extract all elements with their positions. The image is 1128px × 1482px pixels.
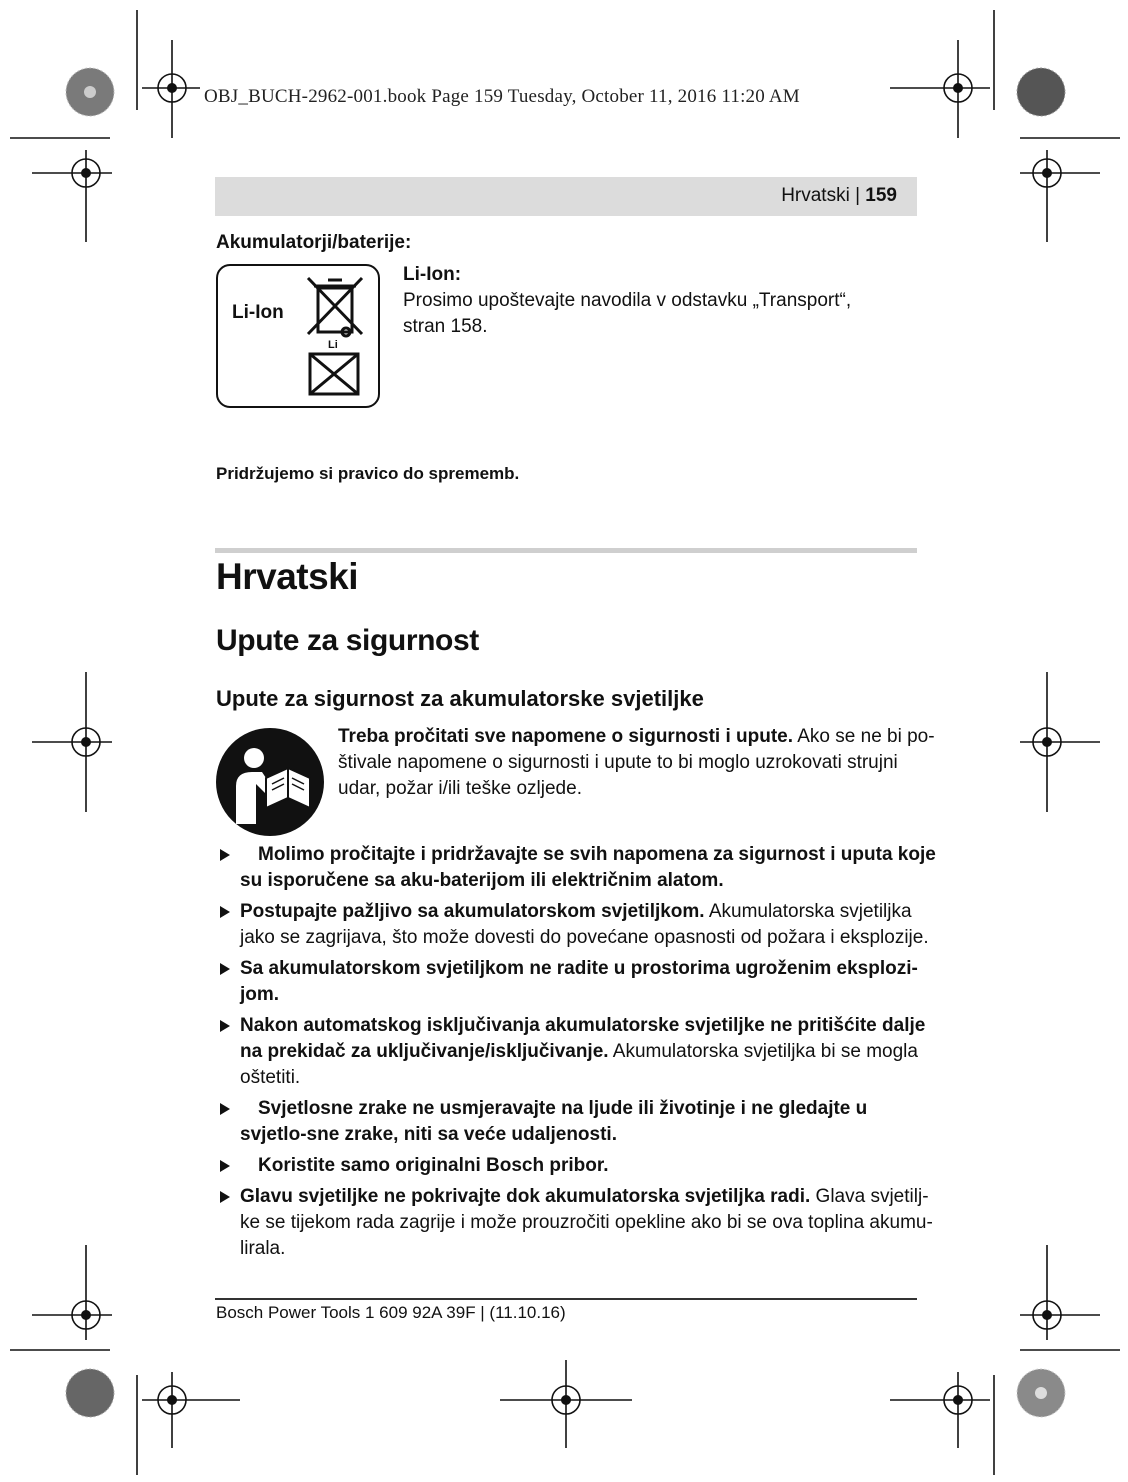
read-manual-bold: Treba pročitati sve napomene o sigurnosti i upute.: [338, 726, 794, 747]
read-manual-line-2: štivale napomene o sigurnosti i upute to bi moglo uzrokovati strujni: [338, 752, 898, 773]
bin-caption: Li: [328, 339, 338, 351]
bullet-triangle-icon: [220, 1103, 230, 1115]
crossed-bin-icon: [304, 274, 368, 400]
bullet-bold: Glavu svjetiljke ne pokrivajte dok akumulatorska svjetiljka radi.: [240, 1186, 811, 1207]
section-rule: [215, 548, 917, 553]
liion-line-1: Prosimo upoštevajte navodila v odstavku „Transport“,: [403, 290, 852, 311]
bullet-triangle-icon: [220, 906, 230, 918]
read-manual-icon: [216, 728, 324, 836]
subsubsection-title: Upute za sigurnost za akumulatorske svjetiljke: [216, 686, 704, 711]
list-item: [218, 956, 938, 1008]
bullet-bold: Nakon automatskog isključivanja akumulatorske svjetiljke ne pritišćite dalje na prekidač za uključivanje/isključivanje.: [240, 1015, 926, 1062]
section-title: Hrvatski: [216, 556, 359, 597]
bullet-bold: Svjetlosne zrake ne usmjeravajte na ljude ili životinje i ne gledajte u svjetlo-sne zrake, niti sa veće udaljenosti.: [240, 1098, 868, 1145]
book-header: OBJ_BUCH-2962-001.book Page 159 Tuesday, October 11, 2016 11:20 AM: [204, 86, 800, 107]
batteries-heading: Akumulatorji/baterije:: [216, 232, 412, 253]
list-item: [218, 1153, 938, 1179]
list-item: [218, 1096, 938, 1148]
list-item: [218, 842, 938, 894]
footer-text: Bosch Power Tools 1 609 92A 39F | (11.10.16): [216, 1303, 566, 1322]
bullet-triangle-icon: [220, 849, 230, 861]
liion-line-2: stran 158.: [403, 316, 488, 337]
bullet-triangle-icon: [220, 1020, 230, 1032]
bullet-triangle-icon: [220, 1191, 230, 1203]
liion-disposal-box: [216, 264, 380, 408]
read-manual-rest: Ako se ne bi po-: [793, 726, 935, 747]
bullet-bold: Sa akumulatorskom svjetiljkom ne radite u prostorima ugroženim eksplozi-jom.: [240, 958, 918, 1005]
bullet-bold: Koristite samo originalni Bosch pribor.: [258, 1155, 609, 1176]
list-item: [218, 1184, 938, 1262]
bullet-rest: Akumulatorska svjetiljka jako se zagrijava, što može dovesti do povećane opasnosti od požara i eksplozije.: [240, 901, 929, 948]
liion-box-label: Li-Ion: [232, 302, 284, 323]
bullet-rest: Akumulatorska svjetiljka bi se mogla oštetiti.: [240, 1041, 918, 1088]
running-head: [215, 177, 917, 216]
page-number: 159: [865, 185, 897, 206]
bullet-triangle-icon: [220, 1160, 230, 1172]
safety-bullet-list: [218, 842, 938, 1267]
reserve-note: Pridržujemo si pravico do sprememb.: [216, 464, 520, 483]
liion-title: Li-Ion:: [403, 264, 462, 285]
read-manual-text: [338, 724, 935, 802]
bullet-rest: Glava svjetilj-ke se tijekom rada zagrije i može prouzročiti opekline ako bi se ova toplina akumu-lirala.: [240, 1186, 933, 1259]
list-item: [218, 1013, 938, 1091]
list-item: [218, 899, 938, 951]
subsection-title: Upute za sigurnost: [216, 624, 479, 657]
bullet-bold: Molimo pročitajte i pridržavajte se svih napomena za sigurnost i uputa koje su isporučene sa aku-baterijom ili električnim alatom.: [240, 844, 936, 891]
footer-rule: [215, 1298, 917, 1300]
read-manual-line-3: udar, požar i/ili teške ozljede.: [338, 778, 582, 799]
bullet-bold: Postupajte pažljivo sa akumulatorskom svjetiljkom.: [240, 901, 705, 922]
running-head-label: Hrvatski |: [781, 185, 866, 206]
bullet-triangle-icon: [220, 963, 230, 975]
